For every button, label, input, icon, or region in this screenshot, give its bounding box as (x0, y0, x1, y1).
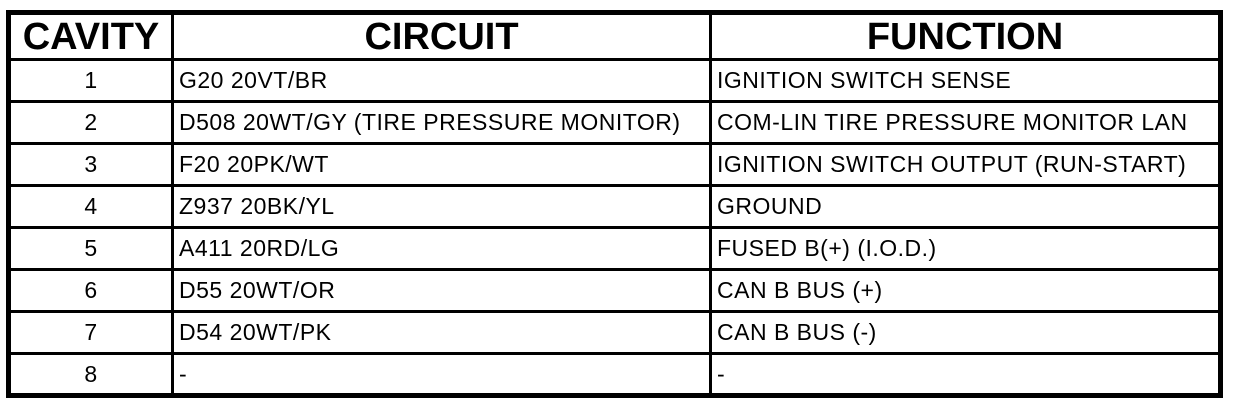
function-cell: GROUND (711, 186, 1221, 228)
circuit-cell: D54 20WT/PK (173, 312, 711, 354)
circuit-cell: D508 20WT/GY (TIRE PRESSURE MONITOR) (173, 102, 711, 144)
cavity-cell: 8 (9, 354, 173, 396)
table-row (9, 270, 1221, 312)
function-cell: CAN B BUS (+) (711, 270, 1221, 312)
cavity-cell: 3 (9, 144, 173, 186)
circuit-cell: A411 20RD/LG (173, 228, 711, 270)
function-cell: - (711, 354, 1221, 396)
table-row (9, 354, 1221, 396)
table-row (9, 144, 1221, 186)
circuit-cell: F20 20PK/WT (173, 144, 711, 186)
header-row (9, 13, 1221, 60)
cavity-cell: 1 (9, 60, 173, 102)
table-body (9, 60, 1221, 396)
table-row (9, 102, 1221, 144)
function-cell: IGNITION SWITCH OUTPUT (RUN-START) (711, 144, 1221, 186)
header-circuit: CIRCUIT (173, 13, 711, 60)
table-row (9, 60, 1221, 102)
cavity-cell: 4 (9, 186, 173, 228)
cavity-cell: 6 (9, 270, 173, 312)
connector-pinout-table (6, 10, 1223, 398)
header-function: FUNCTION (711, 13, 1221, 60)
cavity-cell: 7 (9, 312, 173, 354)
function-cell: FUSED B(+) (I.O.D.) (711, 228, 1221, 270)
table-row (9, 228, 1221, 270)
cavity-cell: 5 (9, 228, 173, 270)
cavity-cell: 2 (9, 102, 173, 144)
table-header (9, 13, 1221, 60)
circuit-cell: - (173, 354, 711, 396)
circuit-cell: G20 20VT/BR (173, 60, 711, 102)
function-cell: COM-LIN TIRE PRESSURE MONITOR LAN (711, 102, 1221, 144)
function-cell: CAN B BUS (-) (711, 312, 1221, 354)
table-row (9, 186, 1221, 228)
circuit-cell: Z937 20BK/YL (173, 186, 711, 228)
function-cell: IGNITION SWITCH SENSE (711, 60, 1221, 102)
header-cavity: CAVITY (9, 13, 173, 60)
table-row (9, 312, 1221, 354)
circuit-cell: D55 20WT/OR (173, 270, 711, 312)
